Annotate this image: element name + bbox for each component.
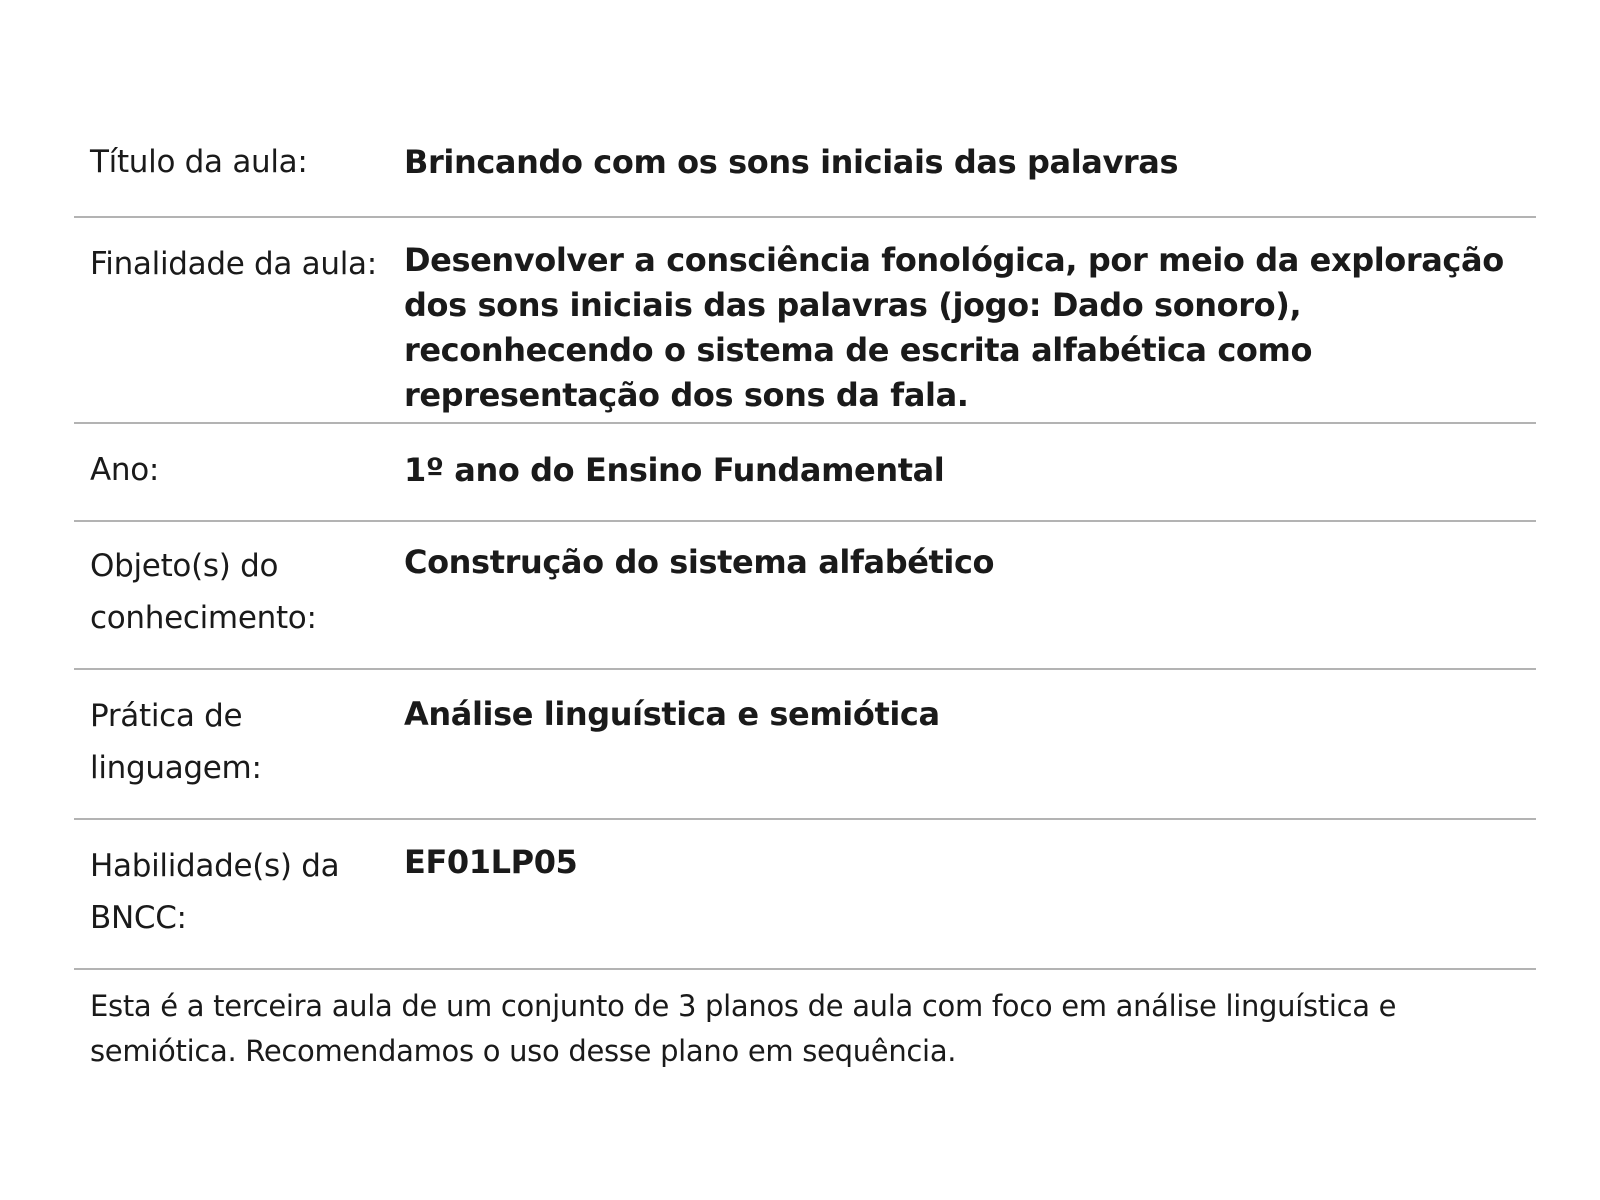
row-label: Objeto(s) do conhecimento: [90, 548, 317, 636]
row-value: Análise linguística e semiótica [404, 695, 940, 733]
row-objeto [74, 522, 1536, 670]
row-value: Construção do sistema alfabético [404, 543, 995, 581]
row-value: EF01LP05 [404, 843, 578, 881]
row-value: 1º ano do Ensino Fundamental [404, 451, 945, 489]
row-label: Finalidade da aula: [90, 246, 377, 282]
sequence-note: Esta é a terceira aula de um conjunto de 3 planos de aula com foco em análise linguística e semiótica. Recomendamos o uso desse plano em sequência. [90, 989, 1397, 1068]
row-pratica [74, 670, 1536, 820]
row-label: Prática de linguagem: [90, 698, 262, 786]
row-label: Título da aula: [90, 144, 308, 180]
lesson-plan-table [74, 112, 1536, 1074]
row-titulo [74, 112, 1536, 218]
row-value: Brincando com os sons iniciais das palavras [404, 143, 1179, 181]
row-ano [74, 424, 1536, 522]
row-label: Ano: [90, 452, 160, 488]
row-habilidade [74, 820, 1536, 970]
row-finalidade [74, 218, 1536, 424]
row-label: Habilidade(s) da BNCC: [90, 848, 340, 936]
row-value: Desenvolver a consciência fonológica, por meio da exploração dos sons iniciais das palavras (jogo: Dado sonoro), reconhecendo o sistema de escrita alfabética como representação dos sons da fala. [404, 241, 1504, 414]
